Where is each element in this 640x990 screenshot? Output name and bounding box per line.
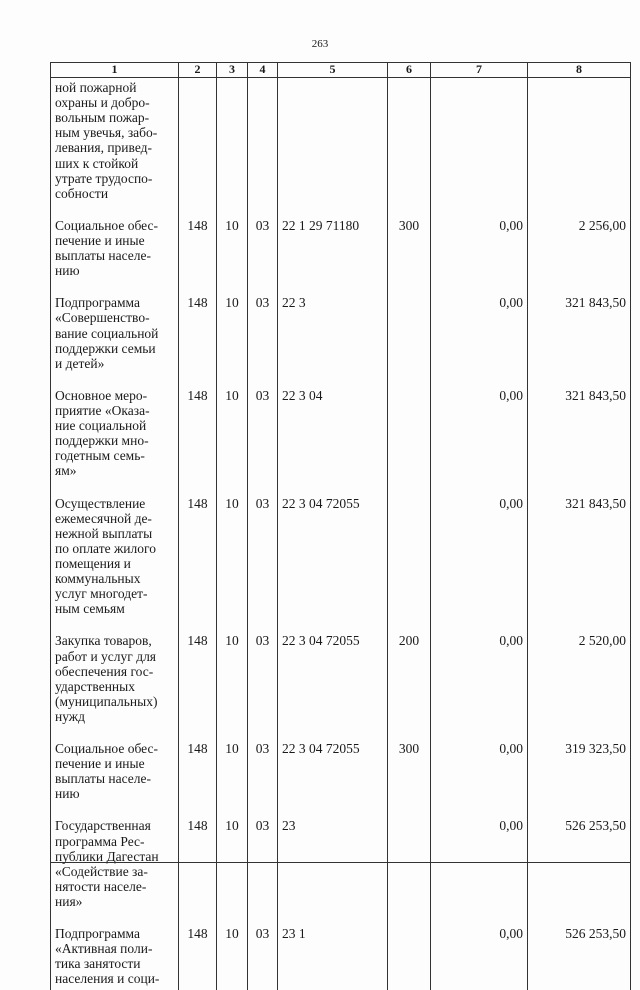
expense-type-cell [388,493,431,631]
column-header: 5 [278,63,388,78]
glava-code-cell: 148 [179,292,217,385]
glava-code-cell: 148 [179,215,217,292]
glava-code-cell: 148 [179,815,217,923]
section-code-cell [217,78,248,215]
glava-code-cell: 148 [179,738,217,815]
table-row [51,630,631,738]
expense-type-cell: 200 [388,630,431,738]
table-row [51,738,631,815]
target-article-cell: 22 3 04 72055 [278,738,388,815]
section-code-cell: 10 [217,215,248,292]
column-header: 2 [179,63,217,78]
glava-code-cell: 148 [179,493,217,631]
amount-cell-8: 526 253,50 [528,923,631,989]
target-article-cell: 22 3 04 72055 [278,630,388,738]
amount-cell-7: 0,00 [431,385,528,493]
expense-type-cell [388,815,431,923]
row-name-cell: Основное меро- приятие «Оказа- ние социальной поддержки мно- годетным семь- ям» [51,385,179,493]
amount-cell-7: 0,00 [431,630,528,738]
section-code-cell: 10 [217,738,248,815]
amount-cell-7: 0,00 [431,292,528,385]
amount-cell-7: 0,00 [431,923,528,989]
subsection-code-cell [248,78,278,215]
subsection-code-cell: 03 [248,493,278,631]
column-header: 1 [51,63,179,78]
row-name-cell: Подпрограмма «Активная поли- тика занятости населения и соци- [51,923,179,989]
target-article-cell: 22 3 04 [278,385,388,493]
expense-type-cell: 300 [388,738,431,815]
glava-code-cell: 148 [179,630,217,738]
subsection-code-cell: 03 [248,292,278,385]
section-code-cell: 10 [217,815,248,923]
budget-table [50,62,631,990]
row-name-cell: Закупка товаров, работ и услуг для обеспечения гос- ударственных (муниципальных) нужд [51,630,179,738]
target-article-cell: 23 1 [278,923,388,989]
target-article-cell: 23 [278,815,388,923]
expense-type-cell [388,923,431,989]
amount-cell-8: 321 843,50 [528,292,631,385]
amount-cell-8: 2 256,00 [528,215,631,292]
section-code-cell: 10 [217,630,248,738]
target-article-cell [278,78,388,215]
subsection-code-cell: 03 [248,630,278,738]
table-row [51,385,631,493]
amount-cell-8: 2 520,00 [528,630,631,738]
table-row [51,923,631,989]
glava-code-cell: 148 [179,385,217,493]
glava-code-cell [179,78,217,215]
page-number: 263 [311,38,329,50]
table-row [51,493,631,631]
section-code-cell: 10 [217,493,248,631]
expense-type-cell [388,385,431,493]
column-header: 3 [217,63,248,78]
expense-type-cell [388,78,431,215]
section-code-cell: 10 [217,385,248,493]
row-name-cell: Социальное обес- печение и иные выплаты населе- нию [51,215,179,292]
amount-cell-8: 321 843,50 [528,385,631,493]
section-code-cell: 10 [217,292,248,385]
target-article-cell: 22 3 04 72055 [278,493,388,631]
column-header: 7 [431,63,528,78]
amount-cell-8: 319 323,50 [528,738,631,815]
amount-cell-7: 0,00 [431,738,528,815]
row-name-cell: Государственная программа Рес- публики Дагестан «Содействие за- нятости населе- ния» [51,815,179,923]
table-row [51,215,631,292]
column-header: 6 [388,63,431,78]
target-article-cell: 22 1 29 71180 [278,215,388,292]
table-header-row [51,63,631,78]
row-name-cell: ной пожарной охраны и добро- вольным пожар- ным увечья, забо- левания, привед- ших к стойкой утрате трудоспо- собности [51,78,179,215]
subsection-code-cell: 03 [248,385,278,493]
amount-cell-7: 0,00 [431,493,528,631]
glava-code-cell: 148 [179,923,217,989]
amount-cell-7: 0,00 [431,815,528,923]
subsection-code-cell: 03 [248,815,278,923]
table-row [51,292,631,385]
column-header: 8 [528,63,631,78]
amount-cell-8: 321 843,50 [528,493,631,631]
row-name-cell: Социальное обес- печение и иные выплаты населе- нию [51,738,179,815]
subsection-code-cell: 03 [248,215,278,292]
expense-type-cell: 300 [388,215,431,292]
target-article-cell: 22 3 [278,292,388,385]
amount-cell-8: 526 253,50 [528,815,631,923]
row-name-cell: Осуществление ежемесячной де- нежной выплаты по оплате жилого помещения и коммунальных услуг многодет- ным семьям [51,493,179,631]
amount-cell-7 [431,78,528,215]
section-code-cell: 10 [217,923,248,989]
expense-type-cell [388,292,431,385]
column-header: 4 [248,63,278,78]
subsection-code-cell: 03 [248,923,278,989]
row-name-cell: Подпрограмма «Совершенство- вание социальной поддержки семьи и детей» [51,292,179,385]
amount-cell-8 [528,78,631,215]
subsection-code-cell: 03 [248,738,278,815]
table-row [51,815,631,923]
amount-cell-7: 0,00 [431,215,528,292]
table-bottom-border [50,862,630,863]
table-row [51,78,631,215]
